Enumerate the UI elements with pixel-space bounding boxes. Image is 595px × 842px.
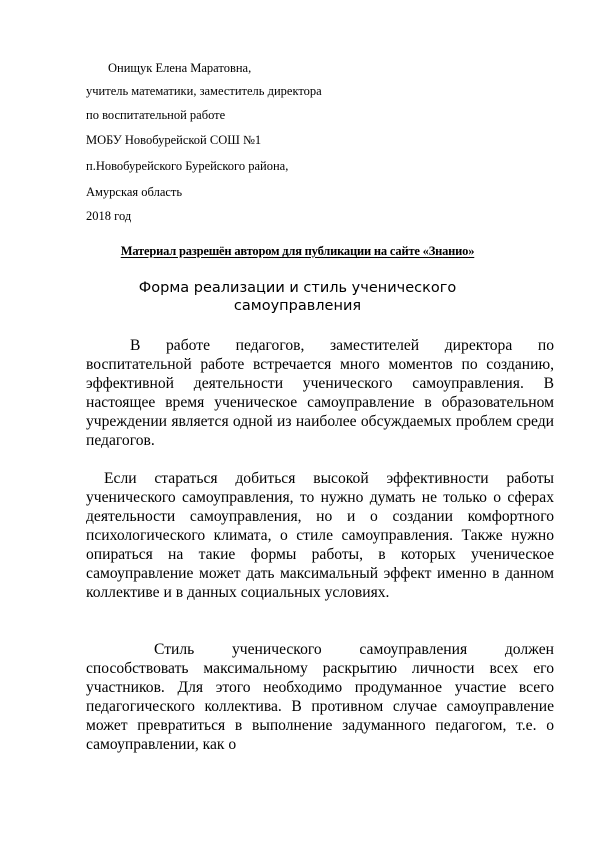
author-name: Онищук Елена Маратовна, — [108, 61, 252, 75]
author-school: МОБУ Новобурейской СОШ №1 — [86, 133, 262, 147]
author-settlement: п.Новобурейского Бурейского района, — [86, 159, 289, 173]
paragraph-3: Стиль ученического самоуправления должен способствовать максимальному раскрытию личности всех его участников. Для этого необходимо продуманное участие всего педагогического коллектива. В противном случае самоуправление может превратиться в выполнение задуманного педагогом, т.е. о самоуправлении, как о — [86, 641, 554, 753]
publication-notice: Материал разрешён автором для публикации на сайте «Знанио» — [120, 244, 475, 258]
paragraph-2: Если стараться добиться высокой эффективности работы ученического самоуправления, то нужно думать не только о сферах деятельности самоуправления, но и о создании комфортного психологического климата, о стиле самоуправления. Также нужно опираться на такие формы работы, в которых ученическое самоуправление может дать максимальный эффект именно в данном коллективе и в данных социальных условиях. — [86, 470, 554, 601]
author-department: по воспитательной работе — [86, 108, 226, 122]
author-region: Амурская область — [86, 185, 183, 199]
author-position: учитель математики, заместитель директора — [86, 84, 322, 98]
document-year: 2018 год — [86, 209, 132, 223]
paragraph-1: В работе педагогов, заместителей директора по воспитательной работе встречается много моментов по созданию, эффективной деятельности ученического самоуправления. В настоящее время ученическое самоуправление в образовательном учреждении является одной из наиболее обсуждаемых проблем среди педагогов. — [86, 337, 554, 449]
document-title: Форма реализации и стиль ученического самоуправления — [138, 280, 457, 314]
